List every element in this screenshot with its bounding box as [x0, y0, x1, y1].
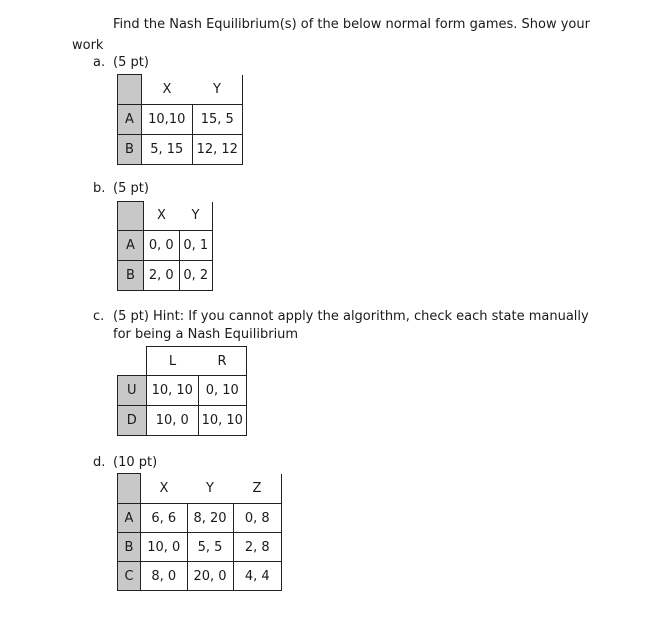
row-header: A	[118, 231, 144, 261]
row-header: A	[118, 504, 141, 533]
payoff-cell: 6, 6	[141, 504, 188, 533]
payoff-cell: 15, 5	[192, 105, 243, 135]
payoff-cell: 10, 0	[146, 406, 199, 436]
row-header: B	[118, 135, 142, 165]
col-header: L	[146, 347, 199, 376]
col-header: Y	[187, 474, 233, 504]
payoff-cell: 0, 1	[179, 231, 213, 261]
payoff-cell: 0, 8	[233, 504, 282, 533]
corner-cell	[118, 474, 141, 504]
game-b-table	[117, 201, 213, 291]
row-header: D	[118, 406, 147, 436]
corner-cell	[118, 347, 147, 376]
col-header: Y	[192, 75, 243, 105]
instructions-line-2: work	[72, 38, 104, 53]
col-header: X	[142, 75, 193, 105]
game-c-title: (5 pt) Hint: If you cannot apply the algorithm, check each state manually	[113, 309, 589, 324]
row-header: A	[118, 105, 142, 135]
game-c-table	[117, 346, 247, 436]
game-a-table	[117, 74, 243, 165]
row-header: C	[118, 562, 141, 591]
instructions-line-1: Find the Nash Equilibrium(s) of the below normal form games. Show your	[113, 17, 590, 32]
col-header: R	[199, 347, 247, 376]
payoff-cell: 0, 0	[144, 231, 180, 261]
payoff-cell: 4, 4	[233, 562, 282, 591]
game-d-title: (10 pt)	[113, 455, 158, 470]
payoff-cell: 8, 0	[141, 562, 188, 591]
payoff-cell: 2, 8	[233, 533, 282, 562]
col-header: X	[141, 474, 188, 504]
payoff-cell: 10, 0	[141, 533, 188, 562]
game-d-table	[117, 473, 282, 591]
payoff-cell: 10, 10	[146, 376, 199, 406]
game-c-title-cont: for being a Nash Equilibrium	[113, 327, 299, 342]
payoff-cell: 0, 10	[199, 376, 247, 406]
payoff-cell: 5, 5	[187, 533, 233, 562]
payoff-cell: 10, 10	[199, 406, 247, 436]
payoff-cell: 0, 2	[179, 261, 213, 291]
payoff-cell: 8, 20	[187, 504, 233, 533]
game-b-label: b.	[93, 181, 106, 196]
payoff-cell: 20, 0	[187, 562, 233, 591]
game-a-label: a.	[93, 55, 106, 70]
corner-cell	[118, 202, 144, 231]
payoff-cell: 5, 15	[142, 135, 193, 165]
game-a-title: (5 pt)	[113, 55, 149, 70]
col-header: Z	[233, 474, 282, 504]
row-header: U	[118, 376, 147, 406]
col-header: Y	[179, 202, 213, 231]
game-b-title: (5 pt)	[113, 181, 149, 196]
game-d-label: d.	[93, 455, 106, 470]
row-header: B	[118, 261, 144, 291]
payoff-cell: 10,10	[142, 105, 193, 135]
payoff-cell: 2, 0	[144, 261, 180, 291]
payoff-cell: 12, 12	[192, 135, 243, 165]
game-c-label: c.	[93, 309, 105, 324]
col-header: X	[144, 202, 180, 231]
row-header: B	[118, 533, 141, 562]
corner-cell	[118, 75, 142, 105]
